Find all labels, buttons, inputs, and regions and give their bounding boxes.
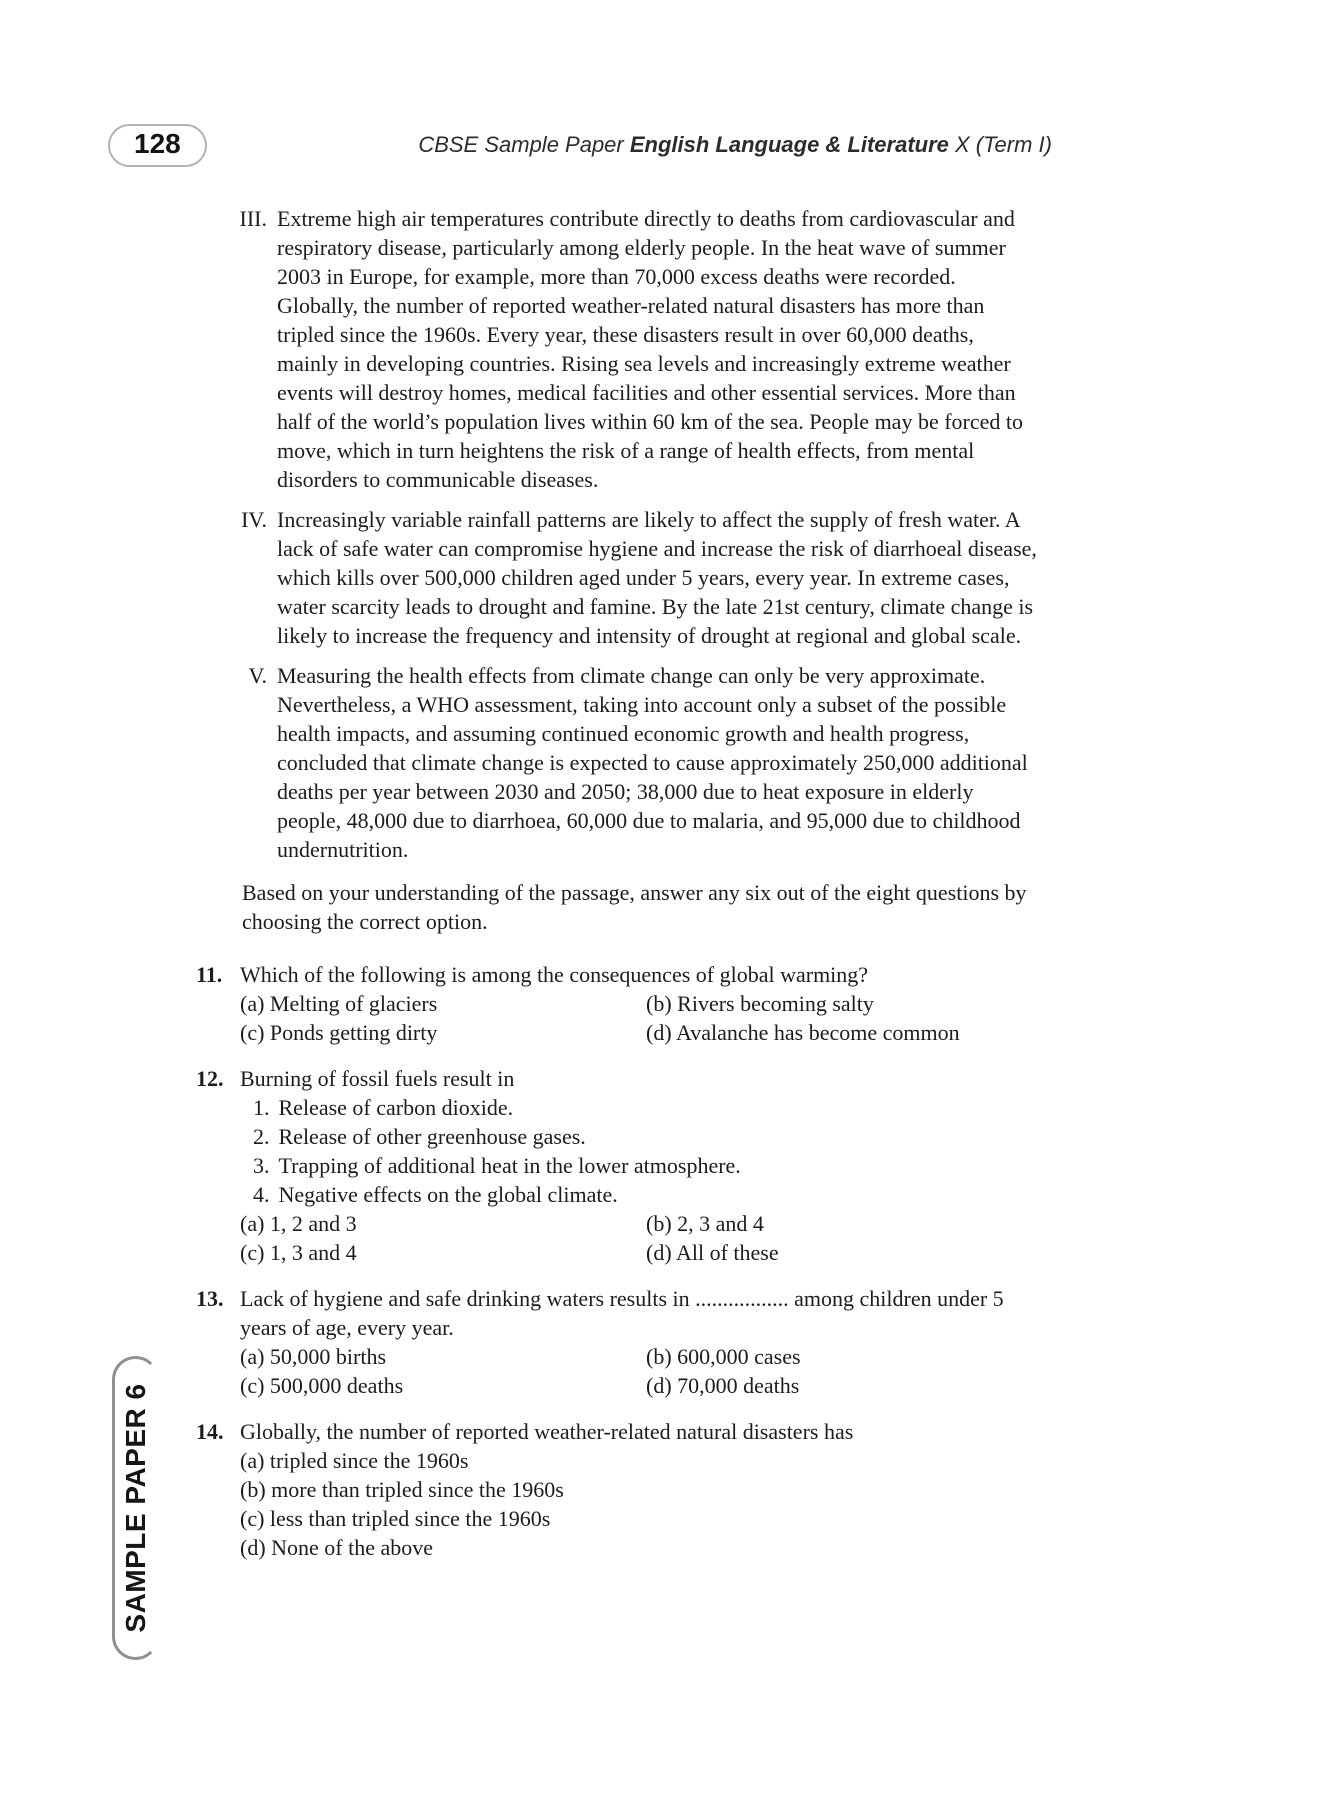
option-label: (b) [646, 991, 672, 1016]
option-text: less than tripled since the 1960s [269, 1506, 551, 1531]
statement-text: Trapping of additional heat in the lower atmosphere. [278, 1153, 741, 1178]
question-number: 13. [196, 1286, 224, 1311]
page-number-badge: 128 [108, 124, 207, 167]
option-label: (b) [646, 1344, 672, 1369]
running-header [418, 132, 1052, 158]
option-text: 1, 3 and 4 [269, 1240, 357, 1265]
paragraph-numeral: IV. [241, 507, 267, 532]
option-text: Avalanche has become common [675, 1020, 960, 1045]
paragraph-numeral: III. [239, 206, 267, 231]
options-grid [240, 989, 1036, 1047]
option-text: Ponds getting dirty [269, 1020, 438, 1045]
option-label: (d) [646, 1240, 672, 1265]
option-label: (b) [240, 1477, 266, 1502]
question-14 [196, 1417, 1036, 1562]
question-text: Which of the following is among the consequences of global warming? [240, 962, 869, 987]
option-c [240, 1371, 646, 1400]
option-text: None of the above [271, 1535, 434, 1560]
question-11 [196, 960, 1036, 1047]
options-grid [240, 1209, 1036, 1267]
question-text: Burning of fossil fuels result in [240, 1066, 515, 1091]
option-a [240, 1342, 646, 1371]
option-c [240, 1018, 646, 1047]
option-text: tripled since the 1960s [269, 1448, 469, 1473]
question-number: 12. [196, 1066, 224, 1091]
passage-paragraph-3 [233, 204, 1038, 494]
option-b [646, 1342, 1036, 1371]
option-label: (a) [240, 1344, 265, 1369]
option-text: Melting of glaciers [269, 991, 438, 1016]
page-header [0, 124, 1320, 167]
option-text: 1, 2 and 3 [269, 1211, 357, 1236]
option-text: 70,000 deaths [677, 1373, 800, 1398]
statement-4 [240, 1180, 1036, 1209]
statement-1 [240, 1093, 1036, 1122]
option-label: (c) [240, 1020, 265, 1045]
option-a [240, 1209, 646, 1238]
statement-number: 4. [253, 1182, 270, 1207]
question-12 [196, 1064, 1036, 1267]
option-c [240, 1504, 1036, 1533]
statement-2 [240, 1122, 1036, 1151]
option-b [646, 1209, 1036, 1238]
option-d [646, 1238, 1036, 1267]
option-text: more than tripled since the 1960s [271, 1477, 564, 1502]
passage [233, 204, 1038, 936]
header-suffix: X (Term I) [948, 132, 1052, 158]
option-label: (b) [646, 1211, 672, 1236]
sample-paper-tab-label: SAMPLE PAPER 6 [119, 1383, 151, 1633]
passage-instruction: Based on your understanding of the passage, answer any six out of the eight questions by choosing the correct option. [242, 880, 1027, 934]
options-grid [240, 1342, 1036, 1400]
passage-paragraph-5 [233, 661, 1038, 864]
paragraph-text: Measuring the health effects from climate change can only be very approximate. Nevertheless, a WHO assessment, taking into account only a subset of the possible health impacts, and assuming continued economic growth and health progress, concluded that climate change is expected to cause approximately 250,000 additional deaths per year between 2030 and 2050; 38,000 due to heat exposure in elderly people, 48,000 due to diarrhoea, 60,000 due to malaria, and 95,000 due to childhood undernutrition. [277, 663, 1028, 862]
option-b [240, 1475, 1036, 1504]
statement-number: 1. [253, 1095, 270, 1120]
option-label: (c) [240, 1240, 265, 1265]
passage-paragraph-4 [233, 505, 1038, 650]
question-text: Lack of hygiene and safe drinking waters results in ................. among children under 5 years of age, every year. [240, 1286, 1004, 1340]
statement-number: 2. [253, 1124, 270, 1149]
question-number: 11. [196, 962, 223, 987]
option-label: (a) [240, 1448, 265, 1473]
question-number: 14. [196, 1419, 224, 1444]
option-text: 2, 3 and 4 [677, 1211, 764, 1236]
option-label: (d) [240, 1535, 266, 1560]
option-label: (a) [240, 1211, 265, 1236]
statement-number: 3. [253, 1153, 270, 1178]
option-a [240, 989, 646, 1018]
option-d [646, 1018, 1036, 1047]
option-label: (c) [240, 1373, 265, 1398]
option-label: (d) [646, 1020, 672, 1045]
header-subject: English Language & Literature [629, 132, 949, 158]
option-text: 50,000 births [269, 1344, 387, 1369]
header-prefix: CBSE Sample Paper [418, 132, 630, 158]
option-text: 500,000 deaths [269, 1373, 404, 1398]
paragraph-text: Increasingly variable rainfall patterns are likely to affect the supply of fresh water. A lack of safe water can compromise hygiene and increase the risk of diarrhoeal disease, which kills over 500,000 children aged under 5 years, every year. In extreme cases, water scarcity leads to drought and famine. By the late 21st century, climate change is likely to increase the frequency and intensity of drought at regional and global scale. [277, 507, 1037, 648]
option-label: (c) [240, 1506, 265, 1531]
option-text: All of these [675, 1240, 779, 1265]
paragraph-numeral: V. [248, 663, 267, 688]
option-text: 600,000 cases [677, 1344, 801, 1369]
paragraph-text: Extreme high air temperatures contribute directly to deaths from cardiovascular and respiratory disease, particularly among elderly people. In the heat wave of summer 2003 in Europe, for example, more than 70,000 excess deaths were recorded. Globally, the number of reported weather-related natural disasters has more than tripled since the 1960s. Every year, these disasters result in over 60,000 deaths, mainly in developing countries. Rising sea levels and increasingly extreme weather events will destroy homes, medical facilities and other essential services. More than half of the world’s population lives within 60 km of the sea. People may be forced to move, which in turn heightens the risk of a range of health effects, from mental disorders to communicable diseases. [277, 206, 1024, 492]
option-text: Rivers becoming salty [677, 991, 874, 1016]
option-a [240, 1446, 1036, 1475]
question-text: Globally, the number of reported weather-related natural disasters has [240, 1419, 854, 1444]
question-13 [196, 1284, 1036, 1400]
option-d [240, 1533, 1036, 1562]
statement-text: Release of carbon dioxide. [278, 1095, 514, 1120]
statement-text: Negative effects on the global climate. [278, 1182, 618, 1207]
questions-section [196, 960, 1036, 1579]
statement-text: Release of other greenhouse gases. [278, 1124, 586, 1149]
statement-3 [240, 1151, 1036, 1180]
option-c [240, 1238, 646, 1267]
statement-list [240, 1093, 1036, 1209]
sample-paper-side-tab [112, 1356, 159, 1660]
option-d [646, 1371, 1036, 1400]
option-label: (a) [240, 991, 265, 1016]
option-b [646, 989, 1036, 1018]
options-list [240, 1446, 1036, 1562]
option-label: (d) [646, 1373, 672, 1398]
